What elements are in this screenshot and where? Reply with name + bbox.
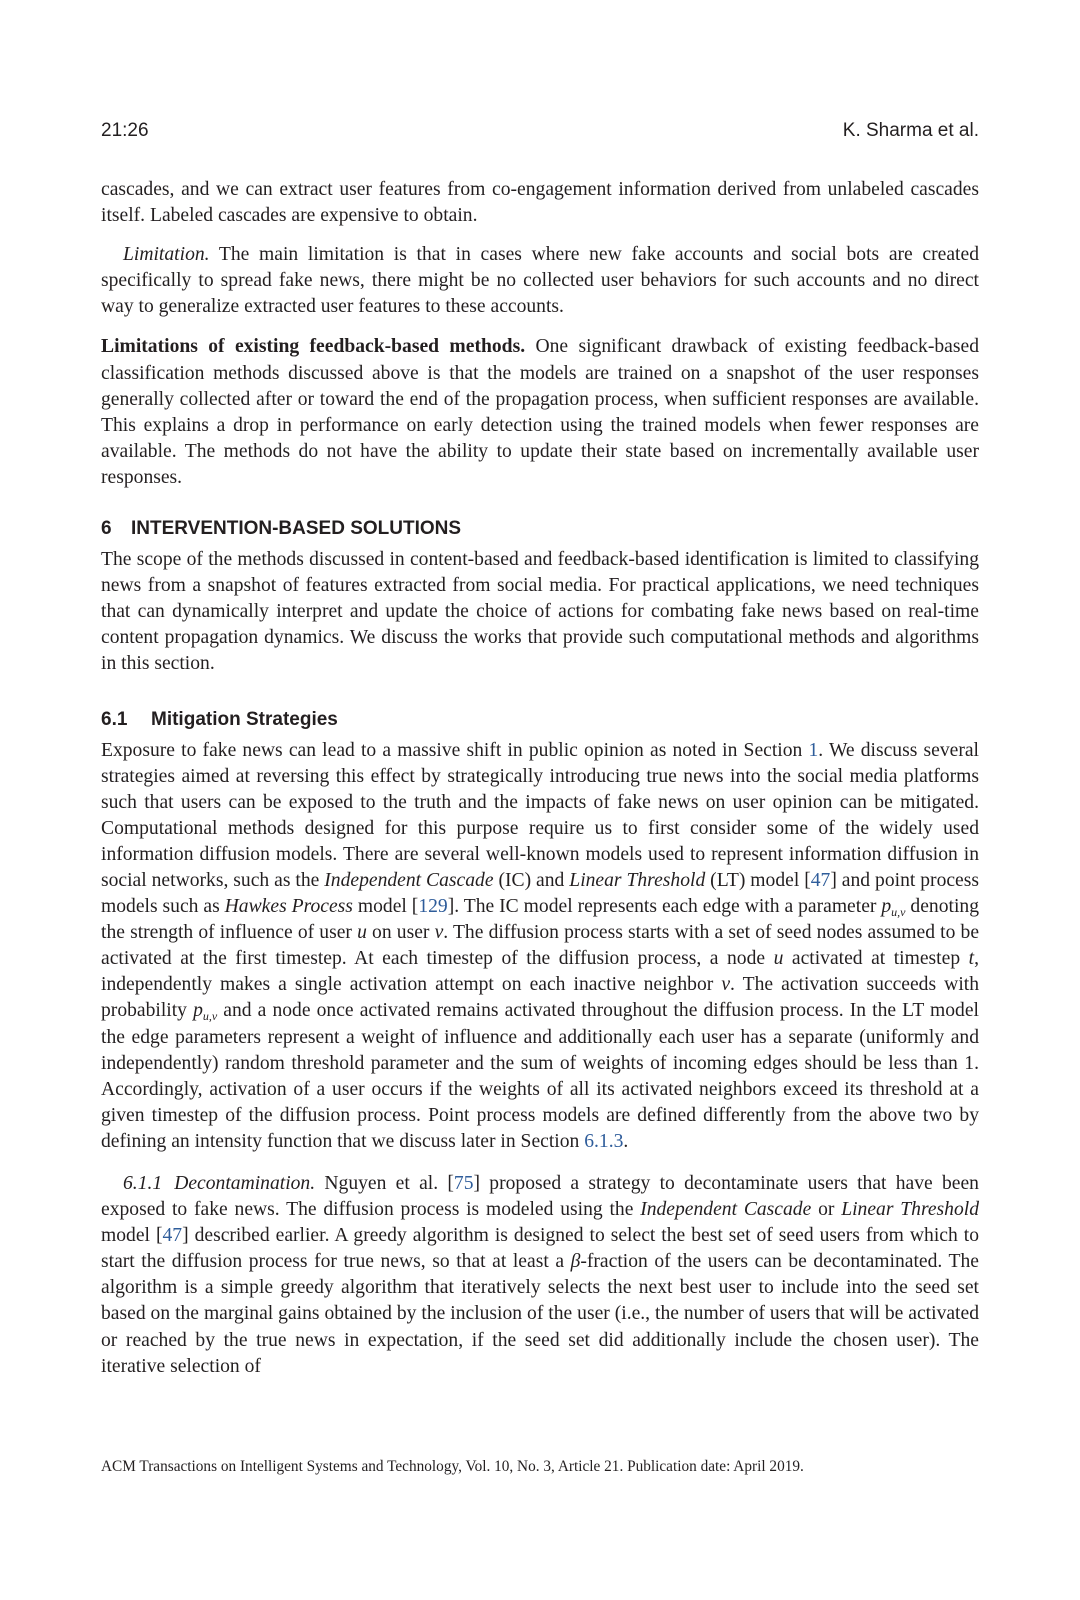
- term-hawkes-process: Hawkes Process: [224, 896, 353, 918]
- ref-section-6-1-3-link[interactable]: 6.1.3: [584, 1130, 624, 1152]
- journal-footer: ACM Transactions on Intelligent Systems and Technology, Vol. 10, No. 3, Article 21. Publication date: April 2019.: [101, 1458, 804, 1475]
- section-6-1-paragraph: Exposure to fake news can lead to a massive shift in public opinion as noted in Section 1. We discuss several strategies aimed at reversing this effect by strategically introducing true news into the social media platforms such that users can be exposed to the truth and the impacts of fake news on user opinion can be mitigated. Computational methods designed for this purpose require us to first consider some of the widely used information diffusion models. There are several well-known models used to represent information diffusion in social networks, such as the Independent Cascade (IC) and Linear Threshold (LT) model [47] and point process models such as Hawkes Process model [129]. The IC model represents each edge with a parameter $p_{u,v}$ denoting the strength of influence of user u on user v. The diffusion process starts with a set of seed nodes assumed to be activated at the first timestep. At each timestep of the diffusion process, a node u activated at timestep t, independently makes a single activation attempt on each inactive neighbor v. The activation succeeds with probability $p_{u,v}$ and a node once activated remains activated throughout the diffusion process. In the LT model the edge parameters represent a weight of influence and additionally each user has a separate (uniformly and independently) random threshold parameter and the sum of weights of incoming edges should be less than 1. Accordingly, activation of a user occurs if the weights of all its activated neighbors exceed its threshold at a given timestep of the diffusion process. Point process models are defined differently from the above two by defining an intensity function that we discuss later in Section 6.1.3.: [101, 739, 980, 1152]
- paragraph-limitation: [101, 242, 979, 320]
- math-beta: β: [570, 1251, 581, 1273]
- citation-47-link[interactable]: 47: [810, 869, 831, 891]
- math-u: u: [773, 948, 784, 970]
- paragraph-feedback-limitations: [101, 334, 979, 491]
- citation-129-link[interactable]: 129: [418, 896, 448, 918]
- term-linear-threshold: Linear Threshold: [841, 1199, 979, 1221]
- section-6-1-heading: [101, 708, 979, 732]
- feedback-limitations-text: One significant drawback of existing feedback-based classification methods discussed above is that the models are trained on a snapshot of the user responses generally collected after or toward the end of the propagation process, when sufficient responses are available. This explains a drop in performance on early detection using the trained models when fewer responses are available. The methods do not have the ability to update their state based on incrementally available user responses.: [101, 336, 979, 488]
- math-v: v: [434, 922, 444, 944]
- section-6-1-title: Mitigation Strategies: [151, 708, 338, 730]
- page-number: 21:26: [101, 120, 149, 141]
- math-u: u: [357, 922, 367, 944]
- section-6-number: 6: [101, 518, 112, 540]
- feedback-limitations-lead: Limitations of existing feedback-based methods.: [101, 336, 526, 358]
- citation-75-link[interactable]: 75: [453, 1173, 474, 1194]
- section-6-heading: [101, 517, 979, 541]
- term-independent-cascade: Independent Cascade: [324, 869, 494, 891]
- term-independent-cascade: Independent Cascade: [640, 1199, 812, 1221]
- running-head: [101, 120, 979, 144]
- math-v: v: [721, 974, 731, 996]
- ref-section-1-link[interactable]: 1: [808, 739, 819, 761]
- math-t: t: [968, 948, 975, 970]
- section-6-paragraph: The scope of the methods discussed in content-based and feedback-based identification is limited to classifying news from a snapshot of features extracted from social media. For practical applications, we need techniques that can dynamically interpret and update the choice of actions for combating fake news based on real-time content propagation dynamics. We discuss the works that provide such computational methods and algorithms in this section.: [101, 549, 979, 675]
- math-p-uv: $p_{u,v}$: [881, 896, 906, 920]
- section-6-1-1-paragraph: 6.1.1 Decontamination. Nguyen et al. [75] proposed a strategy to decontaminate users that have been exposed to fake news. The diffusion process is modeled using the Independent Cascade or Linear Threshold model [47] described earlier. A greedy algorithm is designed to select the best set of seed users from which to start the diffusion process for true news, so that at least a β-fraction of the users can be decontaminated. The algorithm is a simple greedy algorithm that iteratively selects the next best user to include into the seed set based on the marginal gains obtained by the inclusion of the user (i.e., the number of users that will be activated or reached by the true news in expectation, if the seed set did additionally include the chosen user). The iterative selection of: [101, 1173, 979, 1377]
- term-linear-threshold: Linear Threshold: [569, 869, 706, 891]
- paragraph-cascades: cascades, and we can extract user features from co-engagement information derived from unlabeled cascades itself. Labeled cascades are expensive to obtain.: [101, 179, 979, 227]
- math-p-uv: $p_{u,v}$: [193, 1000, 218, 1024]
- body-text: [101, 177, 979, 1380]
- limitation-lead: Limitation.: [123, 244, 210, 266]
- section-6-1-1-title: Decontamination.: [174, 1173, 316, 1194]
- running-head-authors: K. Sharma et al.: [842, 120, 979, 141]
- limitation-text: The main limitation is that in cases where new fake accounts and social bots are created specifically to spread fake news, there might be no collected user behaviors for such accounts and no direct way to generalize extracted user features to these accounts.: [101, 244, 979, 318]
- section-6-1-number: 6.1: [101, 708, 128, 730]
- section-6-title: INTERVENTION-BASED SOLUTIONS: [131, 518, 462, 540]
- citation-47-link[interactable]: 47: [162, 1225, 183, 1247]
- section-6-1-1-number: 6.1.1: [123, 1173, 163, 1194]
